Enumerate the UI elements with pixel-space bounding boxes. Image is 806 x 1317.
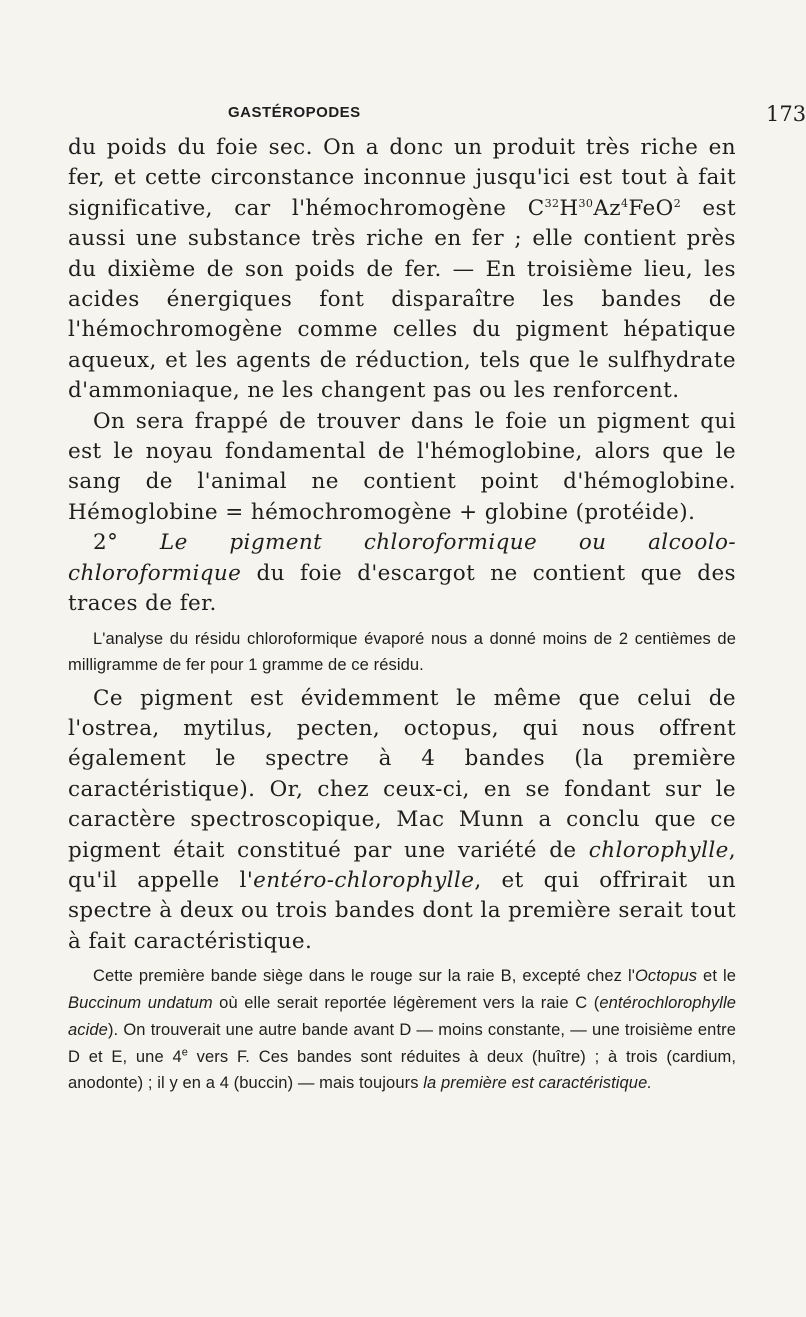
running-head: GASTÉROPODES — [228, 104, 361, 121]
text-span: du poids du foie sec. On a donc un produit très riche en fer, et cette circonstance inconnue jusqu'ici est tout à fait significative, car l'hémochromogène C — [68, 135, 736, 221]
text-span: et le — [697, 967, 736, 986]
text-span: FeO — [628, 195, 674, 221]
italic-term: la première est caractéristique. — [423, 1074, 653, 1093]
body-text — [68, 133, 736, 1097]
italic-term: entérochlorophylle acide — [68, 993, 736, 1039]
text-span: Cette première bande siège dans le rouge sur la raie B, excepté chez l' — [93, 967, 635, 986]
superscript: 2 — [673, 196, 682, 210]
paragraph-2: On sera frappé de trouver dans le foie un pigment qui est le noyau fondamental de l'hémoglobine, alors que le sang de l'animal ne contient point d'hémoglobine. Hémoglobine = hémochromogène + globine (protéide). — [68, 408, 736, 525]
text-span: , et qui offrirait un spectre à deux ou trois bandes dont la première serait tout à fait caractéristique. — [68, 867, 737, 954]
superscript: 30 — [578, 196, 594, 210]
text-span: Ce pigment est évidemment le même que celui de l'ostrea, mytilus, pecten, octopus, qui nous offrent également le spectre à 4 bandes (la première caractéristique). Or, chez ceux-ci, en se fondant sur le caractère spectroscopique, Mac Munn a conclu que ce pigment était constitué par une variété de — [68, 685, 736, 863]
text-span: ). On trouverait une autre bande avant D — moins constante, — une troisième entre D et E, une 4 — [68, 1020, 736, 1066]
text-span: du foie d'escargot ne contient que des traces de fer. — [68, 560, 736, 617]
text-span: où elle serait reportée légèrement vers la raie C ( — [212, 993, 600, 1012]
italic-term: chlorophylle — [588, 837, 729, 863]
superscript: 4 — [621, 196, 629, 210]
italic-term: entéro-chlorophylle — [253, 867, 475, 893]
paragraph-4 — [68, 684, 736, 958]
page-header — [228, 86, 806, 126]
section-number: 2° — [93, 530, 119, 556]
small-note-1: L'analyse du résidu chloroformique évaporé nous a donné moins de 2 centièmes de milligramme de fer pour 1 gramme de ce résidu. — [68, 629, 736, 674]
page-number: 173 — [766, 102, 806, 126]
italic-term: Buccinum undatum — [68, 993, 213, 1012]
superscript: e — [181, 1046, 188, 1059]
small-note-2 — [68, 963, 736, 1097]
paragraph-3 — [68, 528, 736, 619]
text-span: est aussi une substance très riche en fer ; elle contient près du dixième de son poids de fer. — En troisième lieu, les acides énergiques font disparaître les bandes de l'hémochromogène comme celles du pigment hépatique aqueux, et les agents de réduction, tels que le sulfhydrate d'ammoniaque, ne les changent pas ou les renforcent. — [68, 195, 736, 404]
paragraph-1 — [68, 133, 736, 407]
text-span: Az — [593, 195, 621, 221]
italic-term: Octopus — [634, 967, 698, 986]
text-span: , qu'il appelle l' — [68, 837, 736, 893]
section-heading: Le pigment chloroformique ou alcoolo-chloroformique — [68, 530, 736, 586]
text-span: H — [559, 195, 579, 221]
text-span: vers F. Ces bandes sont réduites à deux (huître) ; à trois (cardium, anodonte) ; il y en a 4 (buccin) — mais toujours — [68, 1047, 737, 1093]
superscript: 32 — [544, 196, 560, 210]
